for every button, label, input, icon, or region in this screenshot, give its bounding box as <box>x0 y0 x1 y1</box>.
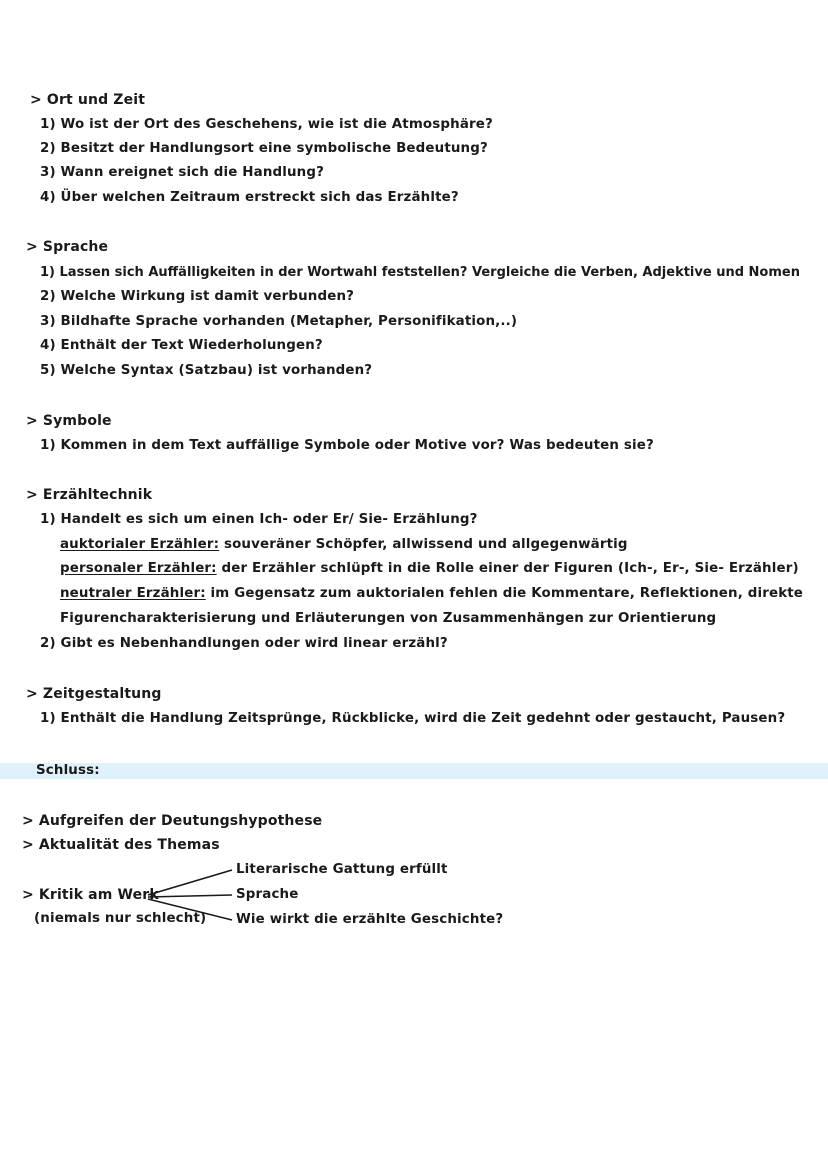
ort-zeit-item-4: 4) Über welchen Zeitraum erstreckt sich das Erzählte? <box>40 190 459 205</box>
kritik-branch-wirkung: Wie wirkt die erzählte Geschichte? <box>236 912 504 927</box>
sprache-item-4: 4) Enthält der Text Wiederholungen? <box>40 338 323 353</box>
neutral-definition-cont: Figurencharakterisierung und Erläuterungen von Zusammenhängen zur Orientierung <box>60 611 717 626</box>
kritik-branch-sprache: Sprache <box>236 887 299 902</box>
schluss-point-1: > Aufgreifen der Deutungshypothese <box>22 813 323 829</box>
erzaehltechnik-item-1: 1) Handelt es sich um einen Ich- oder Er/ Sie- Erzählung? <box>40 512 478 527</box>
section-title-symbole: > Symbole <box>26 413 112 429</box>
personal-definition: der Erzähler schlüpft in die Rolle einer der Figuren (Ich-, Er-, Sie- Erzähler) <box>216 561 799 576</box>
ort-zeit-item-1: 1) Wo ist der Ort des Geschehens, wie ist die Atmosphäre? <box>40 117 493 132</box>
kritik-label: > Kritik am Werk <box>22 887 159 903</box>
neutral-term: neutraler Erzähler: <box>60 586 206 601</box>
section-title-zeitgestaltung: > Zeitgestaltung <box>26 686 162 702</box>
sprache-item-1: 1) Lassen sich Auffälligkeiten in der Wortwahl feststellen? Vergleiche die Verben, Adjektive und Nomen <box>40 265 800 280</box>
zeitgestaltung-item-1: 1) Enthält die Handlung Zeitsprünge, Rückblicke, wird die Zeit gedehnt oder gestaucht, Pausen? <box>40 711 786 726</box>
kritik-note: (niemals nur schlecht) <box>34 911 207 926</box>
section-title-sprache: > Sprache <box>26 239 109 255</box>
symbole-item-1: 1) Kommen in dem Text auffällige Symbole oder Motive vor? Was bedeuten sie? <box>40 438 654 453</box>
ort-zeit-item-2: 2) Besitzt der Handlungsort eine symbolische Bedeutung? <box>40 141 488 156</box>
sprache-item-2: 2) Welche Wirkung ist damit verbunden? <box>40 289 355 304</box>
personal-term: personaler Erzähler: <box>60 561 217 576</box>
section-title-erzaehltechnik: > Erzähltechnik <box>26 487 153 503</box>
erzaehltechnik-item-2: 2) Gibt es Nebenhandlungen oder wird linear erzähl? <box>40 636 448 651</box>
schluss-point-2: > Aktualität des Themas <box>22 837 220 853</box>
auktorial-term: auktorialer Erzähler: <box>60 537 220 552</box>
sprache-item-5: 5) Welche Syntax (Satzbau) ist vorhanden? <box>40 363 373 378</box>
neutral-definition: im Gegensatz zum auktorialen fehlen die Kommentare, Reflektionen, direkte <box>205 586 804 601</box>
auktorial-definition: souveräner Schöpfer, allwissend und allgegenwärtig <box>219 537 628 552</box>
section-title-ort-zeit: > Ort und Zeit <box>30 92 146 108</box>
ort-zeit-item-3: 3) Wann ereignet sich die Handlung? <box>40 165 325 180</box>
sprache-item-3: 3) Bildhafte Sprache vorhanden (Metapher, Personifikation,..) <box>40 314 518 329</box>
schluss-heading: Schluss: <box>36 763 100 778</box>
kritik-branch-gattung: Literarische Gattung erfüllt <box>236 862 448 877</box>
